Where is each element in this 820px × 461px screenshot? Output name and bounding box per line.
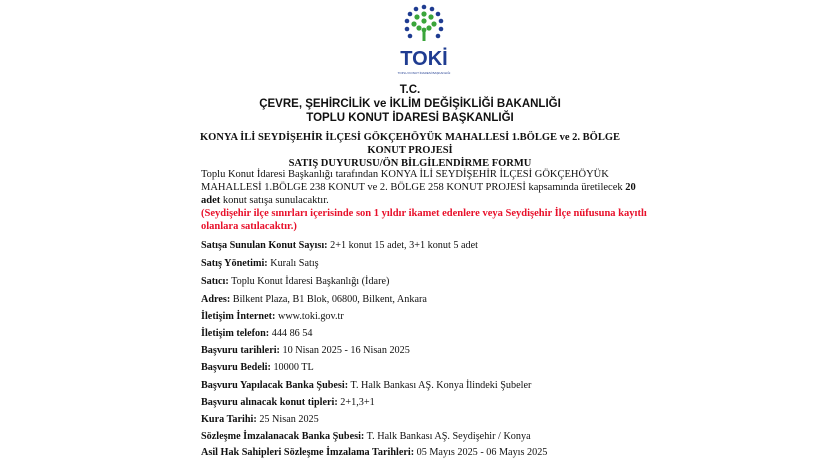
field-value: 10000 TL bbox=[270, 362, 314, 373]
field-label: Başvuru alınacak konut tipleri: bbox=[201, 397, 338, 408]
warning-line1: (Seydişehir ilçe sınırları içerisinde son 1 yıldır ikamet edenlere veya Seydişehir İlçe nüfusuna kayıtlı bbox=[201, 208, 647, 219]
field-label: Satıcı: bbox=[201, 276, 229, 287]
intro-count: 20 bbox=[625, 182, 636, 193]
warning-line2: olanlara satılacaktır.) bbox=[201, 221, 297, 232]
field-value: 444 86 54 bbox=[269, 328, 313, 339]
intro-line3 bbox=[201, 194, 651, 207]
logo-wordmark: TOKİ bbox=[400, 48, 448, 70]
project-title-line3: SATIŞ DUYURUSU/ÖN BİLGİLENDİRME FORMU bbox=[288, 158, 532, 169]
header-tc: T.C. bbox=[399, 84, 421, 96]
field-value: 05 Mayıs 2025 - 06 Mayıs 2025 bbox=[414, 447, 548, 458]
field-value: www.toki.gov.tr bbox=[275, 311, 344, 322]
field-label: Adres: bbox=[201, 294, 231, 305]
intro-line1: Toplu Konut İdaresi Başkanlığı tarafından KONYA İLİ SEYDİŞEHİR İLÇESİ GÖKÇEHÖYÜK bbox=[201, 169, 609, 180]
field-value: T. Halk Bankası AŞ. Konya İlindeki Şubeler bbox=[348, 380, 532, 391]
project-title-line1: KONYA İLİ SEYDİŞEHİR İLÇESİ GÖKÇEHÖYÜK MAHALLESİ 1.BÖLGE ve 2. BÖLGE bbox=[200, 132, 620, 143]
field-label: Asil Hak Sahipleri Sözleşme İmzalama Tarihleri: bbox=[201, 447, 415, 458]
header-administration: TOPLU KONUT İDARESİ BAŞKANLIĞI bbox=[306, 112, 514, 124]
field-row bbox=[201, 258, 641, 270]
field-row bbox=[201, 276, 641, 288]
field-row bbox=[201, 397, 641, 409]
field-row bbox=[201, 362, 641, 374]
field-row bbox=[201, 294, 641, 306]
field-value: Toplu Konut İdaresi Başkanlığı (İdare) bbox=[228, 276, 390, 287]
field-value: Kuralı Satış bbox=[267, 258, 319, 269]
field-row bbox=[201, 431, 641, 443]
field-value: 10 Nisan 2025 - 16 Nisan 2025 bbox=[279, 345, 410, 356]
header-ministry: ÇEVRE, ŞEHİRCİLİK ve İKLİM DEĞİŞİKLİĞİ BAKANLIĞI bbox=[259, 98, 561, 110]
field-row bbox=[201, 345, 641, 357]
field-label: Başvuru tarihleri: bbox=[201, 345, 280, 356]
intro-unit: adet bbox=[201, 195, 221, 206]
toki-logo-graphic bbox=[392, 3, 456, 79]
project-title-line2: KONUT PROJESİ bbox=[367, 145, 453, 156]
field-label: Sözleşme İmzalanacak Banka Şubesi: bbox=[201, 431, 365, 442]
field-label: Kura Tarihi: bbox=[201, 414, 257, 425]
field-label: İletişim telefon: bbox=[201, 328, 270, 339]
field-value: 2+1,3+1 bbox=[337, 397, 375, 408]
intro-line3-text: konut satışa sunulacaktır. bbox=[220, 195, 329, 206]
field-row bbox=[201, 380, 641, 392]
field-row bbox=[201, 447, 641, 459]
field-label: Başvuru Bedeli: bbox=[201, 362, 271, 373]
eligibility-warning bbox=[201, 207, 651, 233]
field-label: Satış Yönetimi: bbox=[201, 258, 268, 269]
intro-line2-text: MAHALLESİ 1.BÖLGE 238 KONUT ve 2. BÖLGE 258 KONUT PROJESİ kapsamında üretilecek bbox=[201, 182, 626, 193]
field-label: İletişim İnternet: bbox=[201, 311, 276, 322]
logo-tagline: TOPLU KONUT İDARESİ BAŞKANLIĞI bbox=[397, 71, 451, 75]
field-value: 2+1 konut 15 adet, 3+1 konut 5 adet bbox=[327, 240, 478, 251]
field-value: Bilkent Plaza, B1 Blok, 06800, Bilkent, Ankara bbox=[230, 294, 427, 305]
field-row bbox=[201, 328, 641, 340]
field-label: Başvuru Yapılacak Banka Şubesi: bbox=[201, 380, 349, 391]
toki-logo bbox=[392, 3, 456, 79]
field-label: Satışa Sunulan Konut Sayısı: bbox=[201, 240, 328, 251]
field-value: 25 Nisan 2025 bbox=[256, 414, 319, 425]
field-row bbox=[201, 240, 641, 252]
field-row bbox=[201, 414, 641, 426]
field-value: T. Halk Bankası AŞ. Seydişehir / Konya bbox=[364, 431, 531, 442]
intro-paragraph bbox=[201, 168, 651, 207]
field-row bbox=[201, 311, 641, 323]
intro-line2 bbox=[201, 181, 651, 194]
